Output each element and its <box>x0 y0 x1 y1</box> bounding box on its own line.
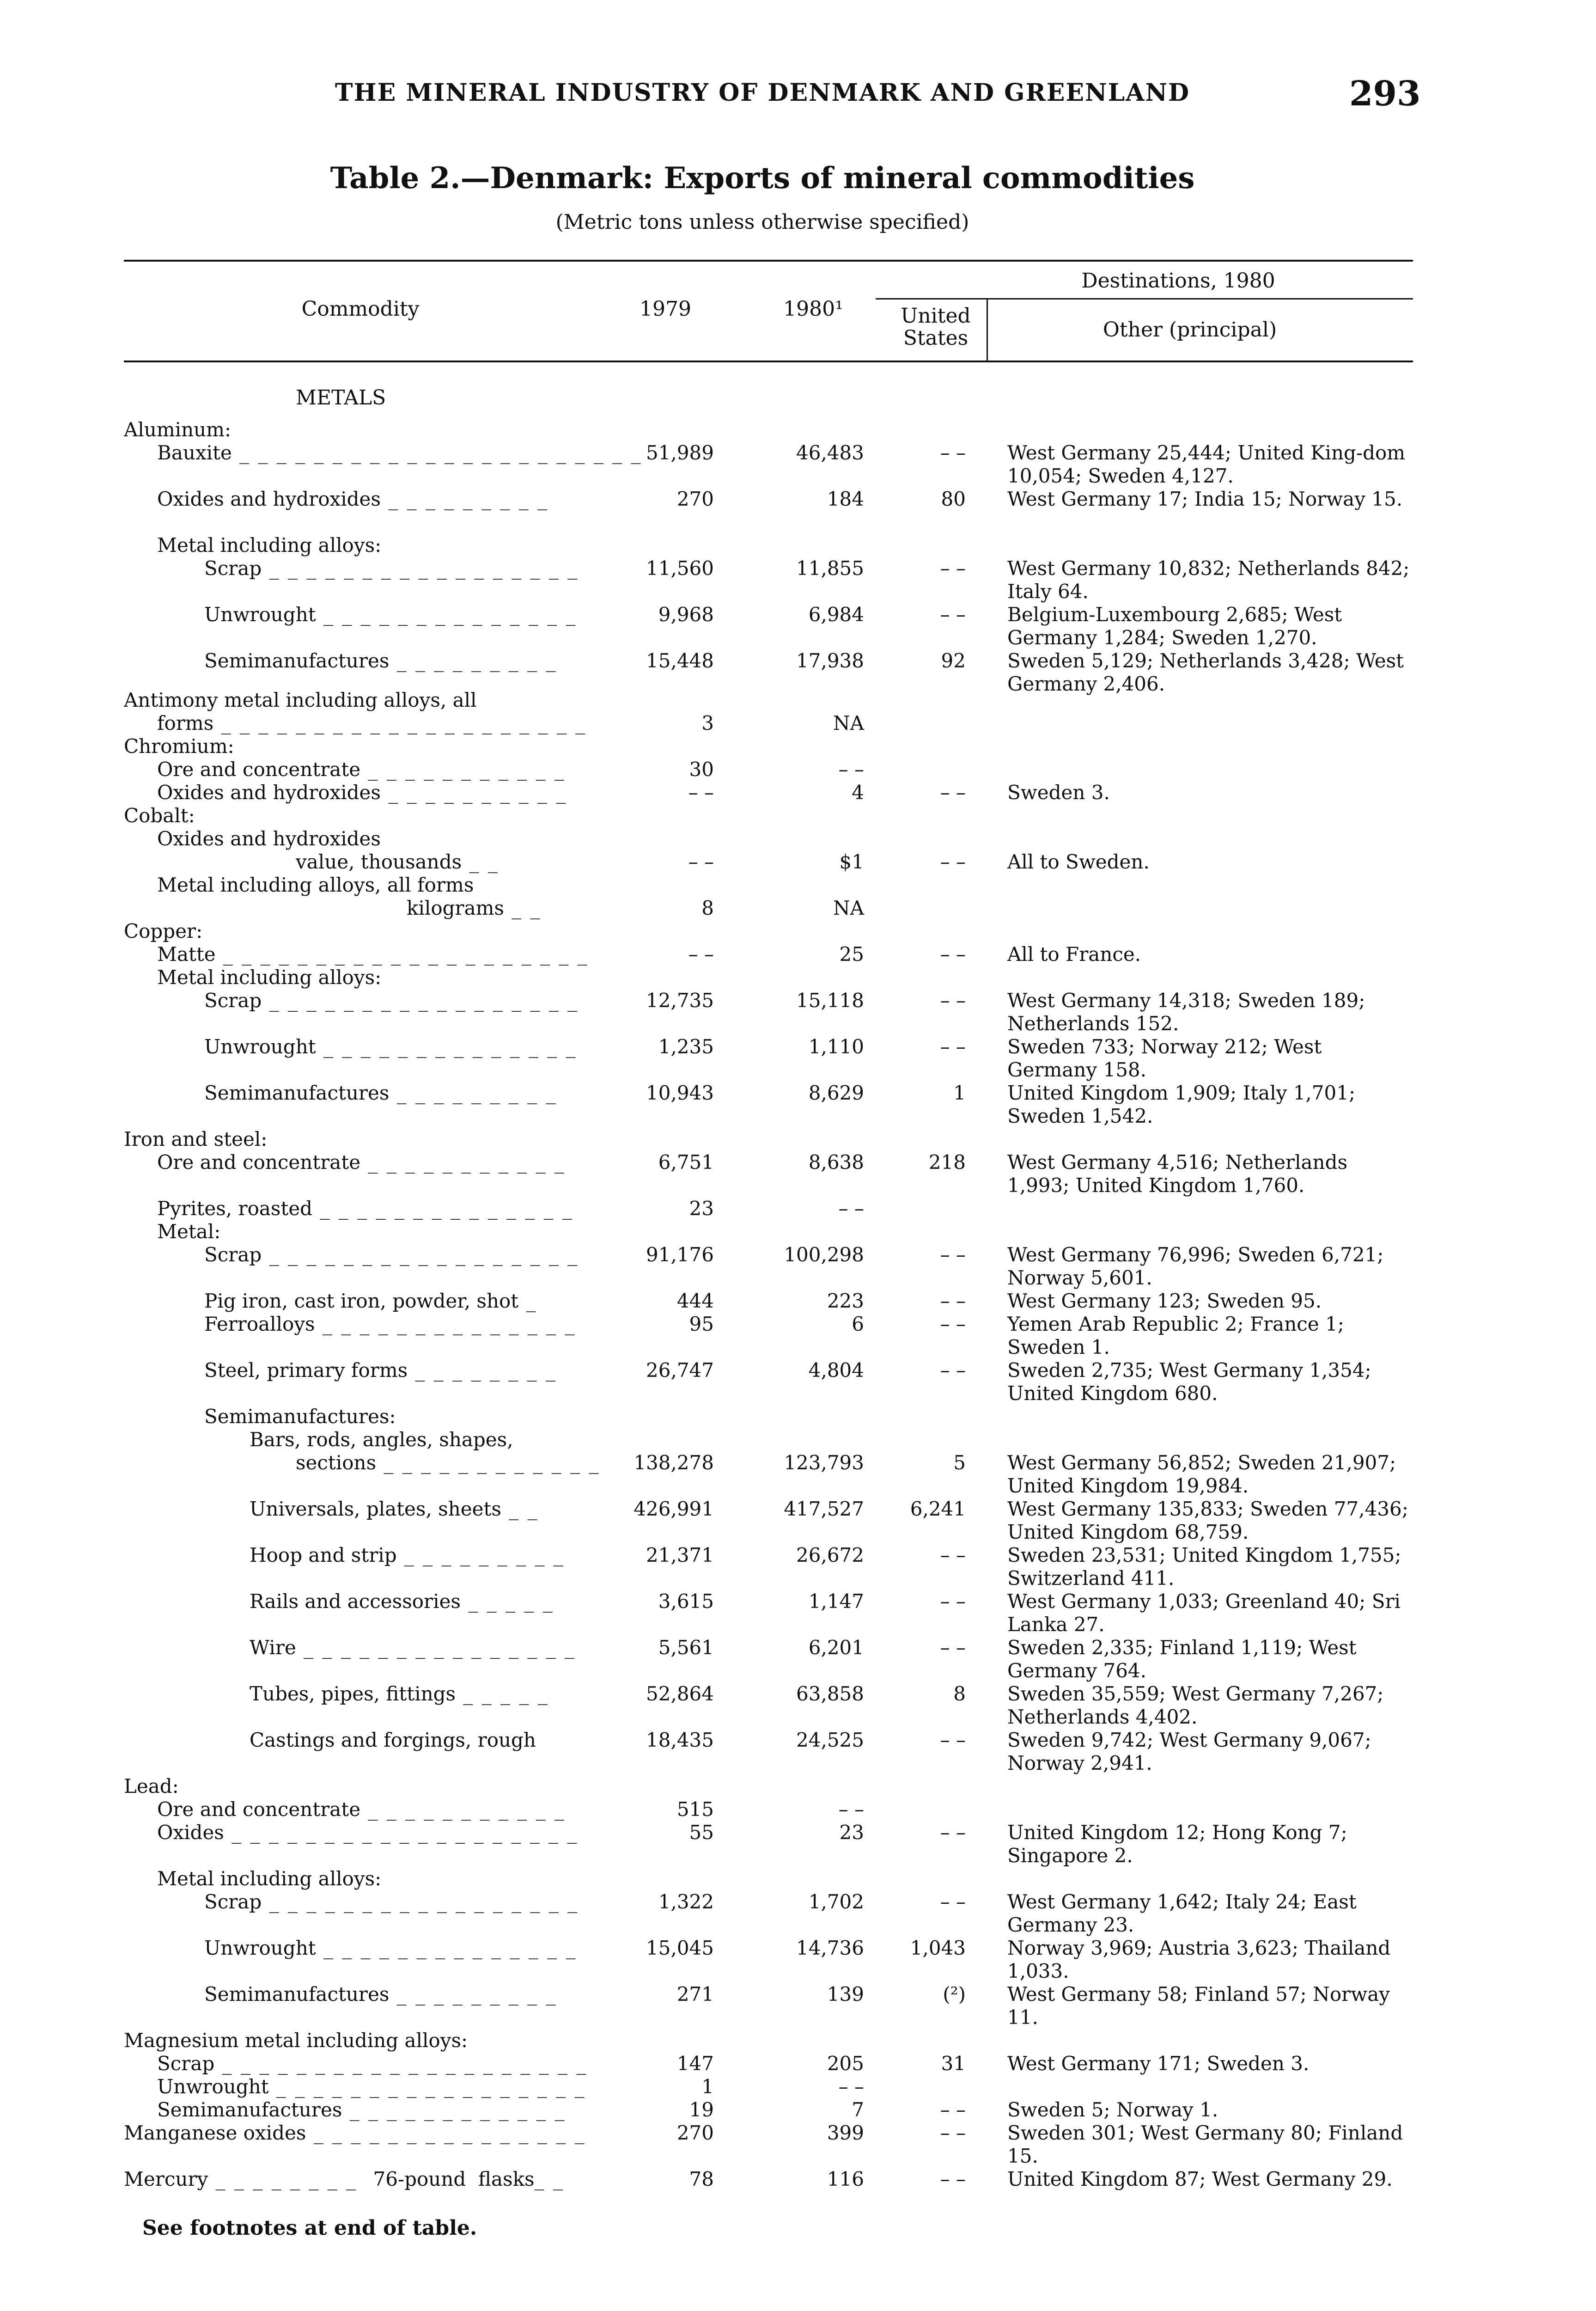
value-other-destinations: United Kingdom 87; West Germany 29. <box>1007 2168 1393 2190</box>
commodity-label <box>124 2168 572 2191</box>
value-united-states: – – <box>940 1890 966 1913</box>
commodity-label <box>204 557 586 580</box>
value-1979: 3 <box>701 712 714 734</box>
value-other-destinations: West Germany 25,444; United King-dom 10,054; Sweden 4,127. <box>1007 441 1406 487</box>
value-1980: – – <box>838 2075 864 2098</box>
value-1980: – – <box>838 758 864 781</box>
value-1979: 95 <box>689 1313 714 1335</box>
value-united-states: – – <box>940 989 966 1012</box>
value-united-states: – – <box>940 1636 966 1659</box>
commodity-text: Steel, primary forms <box>204 1359 408 1382</box>
commodity-label <box>204 1243 586 1266</box>
value-other-destinations: West Germany 76,996; Sweden 6,721; Norway 5,601. <box>1007 1243 1384 1289</box>
value-1979: 12,735 <box>646 989 714 1012</box>
value-united-states: – – <box>940 781 966 804</box>
value-united-states: – – <box>940 1035 966 1058</box>
commodity-text: Metal including alloys, all forms <box>157 874 474 896</box>
value-other-destinations: Sweden 9,742; West Germany 9,067; Norway 2,941. <box>1007 1729 1371 1774</box>
value-1980: 8,629 <box>808 1082 864 1104</box>
value-united-states: – – <box>940 441 966 464</box>
commodity-text: Matte <box>157 943 216 966</box>
commodity-label <box>157 1821 586 1844</box>
value-1980: NA <box>833 712 864 734</box>
value-1979: 138,278 <box>634 1451 714 1474</box>
value-1980: 1,702 <box>808 1890 864 1913</box>
value-1979: 1,235 <box>658 1035 714 1058</box>
leader-dots: _ _ _ _ _ _ _ _ _ _ _ _ _ _ _ _ _ <box>262 1890 586 1913</box>
value-united-states: – – <box>940 2098 966 2121</box>
commodity-text: Scrap <box>204 989 262 1012</box>
value-united-states: – – <box>940 1590 966 1613</box>
leader-dots: _ _ _ _ _ _ _ _ _ <box>380 488 556 510</box>
value-other-destinations: West Germany 10,832; Netherlands 842; Italy 64. <box>1007 557 1410 603</box>
us-column-rule <box>987 298 988 361</box>
value-1979: 52,864 <box>646 1682 714 1705</box>
value-1980: – – <box>838 1798 864 1821</box>
header-other-principal: Other (principal) <box>1103 318 1277 342</box>
value-1979: 91,176 <box>646 1243 714 1266</box>
footnote-reference: See footnotes at end of table. <box>142 2216 477 2240</box>
value-1980: 6 <box>852 1313 864 1335</box>
value-1979: 21,371 <box>646 1544 714 1566</box>
value-other-destinations: Norway 3,969; Austria 3,623; Thailand 1,033. <box>1007 1937 1391 1982</box>
value-united-states: 1 <box>953 1082 966 1104</box>
leader-dots: _ _ _ _ _ _ _ _ _ _ _ _ _ _ _ _ _ <box>262 1243 586 1266</box>
leader-dots: _ _ _ _ _ _ _ _ <box>408 1359 565 1382</box>
leader-dots: _ _ _ _ _ <box>460 1590 562 1613</box>
value-1979: 8 <box>701 897 714 919</box>
value-other-destinations: West Germany 17; India 15; Norway 15. <box>1007 488 1403 510</box>
value-united-states: – – <box>940 1729 966 1751</box>
commodity-label <box>407 897 549 920</box>
value-other-destinations: Yemen Arab Republic 2; France 1; Sweden 1. <box>1007 1313 1344 1358</box>
commodity-label <box>250 1590 561 1613</box>
commodity-label <box>204 603 585 626</box>
commodity-text: Copper: <box>124 920 203 942</box>
commodity-text: Oxides <box>157 1821 224 1844</box>
value-other-destinations: West Germany 14,318; Sweden 189; Netherlands 152. <box>1007 989 1365 1035</box>
value-other-destinations: West Germany 4,516; Netherlands 1,993; United Kingdom 1,760. <box>1007 1151 1348 1197</box>
commodity-text: Semimanufactures <box>157 2098 342 2121</box>
value-1979: 11,560 <box>646 557 714 580</box>
value-1980: 4 <box>852 781 864 804</box>
leader-dots: _ _ _ _ _ _ _ _ _ <box>389 1082 565 1104</box>
commodity-text: Oxides and hydroxides <box>157 488 381 510</box>
value-1979: 3,615 <box>658 1590 714 1613</box>
value-1980: 123,793 <box>784 1451 864 1474</box>
commodity-label <box>157 1151 573 1174</box>
commodity-text: Bars, rods, angles, shapes, <box>250 1428 513 1451</box>
value-1980: 11,855 <box>796 557 864 580</box>
value-other-destinations: United Kingdom 1,909; Italy 1,701; Sweden 1,542. <box>1007 1082 1356 1127</box>
commodity-label <box>204 1937 585 1960</box>
leader-dots: _ _ _ _ _ _ _ _ _ <box>389 649 565 672</box>
leader-dots: _ _ <box>504 897 549 919</box>
commodity-label <box>124 418 231 441</box>
commodity-text: Manganese oxides <box>124 2121 306 2144</box>
value-1980: 24,525 <box>796 1729 864 1751</box>
value-1980: 17,938 <box>796 649 864 672</box>
commodity-label <box>250 1428 513 1451</box>
leader-dots: _ _ _ _ _ _ _ _ _ _ _ _ _ _ _ _ _ <box>262 989 586 1012</box>
commodity-text: Metal including alloys: <box>157 534 382 556</box>
table-subtitle: (Metric tons unless otherwise specified) <box>555 210 969 234</box>
commodity-text: Magnesium metal including alloys: <box>124 2029 468 2052</box>
value-other-destinations: United Kingdom 12; Hong Kong 7; Singapore 2. <box>1007 1821 1347 1867</box>
section-heading-metals: METALS <box>296 386 386 410</box>
commodity-label <box>296 1451 608 1474</box>
value-other-destinations: Sweden 2,335; Finland 1,119; West Germany 764. <box>1007 1636 1357 1682</box>
value-1979: 444 <box>676 1290 714 1312</box>
leader-dots: _ _ _ _ _ <box>456 1682 557 1705</box>
leader-dots: _ _ _ _ _ _ _ _ _ _ _ <box>360 1798 573 1821</box>
value-1979: 26,747 <box>646 1359 714 1382</box>
value-other-destinations: Sweden 733; Norway 212; West Germany 158. <box>1007 1035 1322 1081</box>
commodity-label <box>204 1983 565 2006</box>
commodity-text: Tubes, pipes, fittings <box>250 1682 456 1705</box>
commodity-label <box>157 827 381 850</box>
commodity-text: value, thousands <box>296 850 462 873</box>
value-1979: – – <box>688 850 714 873</box>
header-destinations: Destinations, 1980 <box>1081 269 1275 293</box>
commodity-text: Aluminum: <box>124 418 231 441</box>
value-1979: 6,751 <box>658 1151 714 1174</box>
leader-dots: _ _ <box>462 850 507 873</box>
value-1979: 78 <box>689 2168 714 2190</box>
commodity-text: Pig iron, cast iron, powder, shot <box>204 1290 519 1312</box>
value-1979: 19 <box>689 2098 714 2121</box>
value-united-states: 8 <box>953 1682 966 1705</box>
value-united-states: – – <box>940 603 966 626</box>
commodity-text: kilograms <box>407 897 504 919</box>
value-1980: 25 <box>839 943 864 966</box>
commodity-text: Metal including alloys: <box>157 1867 382 1890</box>
commodity-text: sections <box>296 1451 377 1474</box>
commodity-label <box>157 943 596 966</box>
commodity-label <box>157 534 381 557</box>
value-1979: 147 <box>676 2052 714 2075</box>
value-1980: 184 <box>827 488 864 510</box>
leader-dots: _ _ _ _ _ _ _ _ _ _ _ _ _ _ _ _ _ <box>262 557 586 580</box>
value-1979: 30 <box>689 758 714 781</box>
leader-dots: _ _ _ _ _ _ _ _ _ _ _ _ _ _ _ <box>306 2121 593 2144</box>
leader-dots: _ _ _ _ _ _ _ _ _ _ _ <box>360 1151 573 1174</box>
commodity-label <box>204 989 586 1012</box>
value-united-states: – – <box>940 1821 966 1844</box>
commodity-text: Semimanufactures <box>204 1082 390 1104</box>
header-united-states: United States <box>901 304 971 350</box>
commodity-text: Oxides and hydroxides <box>157 781 381 804</box>
commodity-text: Bauxite <box>157 441 232 464</box>
leader-dots: _ _ _ _ _ _ _ _ _ _ _ _ _ _ _ _ _ _ _ _ <box>215 943 597 966</box>
value-other-destinations: West Germany 135,833; Sweden 77,436; United Kingdom 68,759. <box>1007 1498 1408 1543</box>
leader-dots: _ _ _ _ _ _ _ _ _ _ _ _ _ _ _ _ _ _ _ _ _ _ <box>231 441 650 464</box>
value-1979: – – <box>688 781 714 804</box>
leader-dots: _ _ <box>534 2168 572 2190</box>
commodity-text: Rails and accessories <box>250 1590 461 1613</box>
commodity-text: Ferroalloys <box>204 1313 315 1335</box>
value-1979: 18,435 <box>646 1729 714 1751</box>
value-other-destinations: West Germany 171; Sweden 3. <box>1007 2052 1310 2075</box>
value-united-states: – – <box>940 1313 966 1335</box>
value-other-destinations: Sweden 5,129; Netherlands 3,428; West Germany 2,406. <box>1007 649 1404 695</box>
commodity-label <box>204 1890 586 1914</box>
value-other-destinations: West Germany 58; Finland 57; Norway 11. <box>1007 1983 1390 2029</box>
leader-dots: _ _ _ _ _ _ _ _ _ _ _ _ _ _ <box>316 603 585 626</box>
commodity-label <box>157 1798 573 1821</box>
commodity-label <box>250 1498 546 1521</box>
commodity-text: Mercury <box>124 2168 208 2190</box>
value-1979: 10,943 <box>646 1082 714 1104</box>
commodity-text: Ore and concentrate <box>157 758 361 781</box>
value-1979: 23 <box>689 1197 714 1220</box>
commodity-label <box>157 758 573 781</box>
value-1979: 51,989 <box>646 441 714 464</box>
value-1980: 15,118 <box>796 989 864 1012</box>
value-1979: – – <box>688 943 714 966</box>
commodity-text: Unwrought <box>157 2075 269 2098</box>
value-united-states: – – <box>940 1243 966 1266</box>
value-1980: 205 <box>827 2052 864 2075</box>
page-number: 293 <box>1349 74 1421 114</box>
commodity-text: Chromium: <box>124 735 234 758</box>
value-1979: 55 <box>689 1821 714 1844</box>
value-1979: 15,045 <box>646 1937 714 1959</box>
commodity-label <box>124 804 195 827</box>
commodity-label <box>250 1729 536 1752</box>
value-united-states: 80 <box>941 488 966 510</box>
leader-dots: _ _ _ _ _ _ _ _ _ _ _ _ _ _ _ _ _ _ _ _ <box>213 712 594 734</box>
value-1980: NA <box>833 897 864 919</box>
commodity-text: Unwrought <box>204 1035 316 1058</box>
value-1980: 139 <box>827 1983 864 2005</box>
value-1980: 116 <box>827 2168 864 2190</box>
value-united-states: – – <box>940 850 966 873</box>
value-1979: 1 <box>701 2075 714 2098</box>
value-1979: 9,968 <box>658 603 714 626</box>
value-1980: 4,804 <box>808 1359 864 1382</box>
commodity-label <box>157 2098 573 2121</box>
commodity-label <box>204 1035 585 1058</box>
value-united-states: – – <box>940 2121 966 2144</box>
value-other-destinations: All to Sweden. <box>1007 850 1150 873</box>
commodity-text: Semimanufactures: <box>204 1405 396 1428</box>
value-1980: $1 <box>839 850 864 873</box>
commodity-label <box>157 488 556 511</box>
commodity-label <box>250 1636 583 1659</box>
commodity-label <box>296 850 506 874</box>
commodity-label <box>157 1197 581 1220</box>
leader-dots: _ _ _ _ _ _ _ _ _ <box>389 1983 565 2005</box>
value-other-destinations: Belgium-Luxembourg 2,685; West Germany 1,284; Sweden 1,270. <box>1007 603 1342 649</box>
header-top-rule <box>124 260 1413 262</box>
commodity-text: Unwrought <box>204 603 316 626</box>
value-other-destinations: West Germany 123; Sweden 95. <box>1007 1290 1322 1312</box>
value-1980: 100,298 <box>784 1243 864 1266</box>
value-united-states: – – <box>940 2168 966 2190</box>
value-1980: 6,984 <box>808 603 864 626</box>
commodity-label <box>157 1867 381 1890</box>
commodity-label <box>124 920 202 943</box>
commodity-label <box>124 2029 468 2052</box>
value-united-states: – – <box>940 557 966 580</box>
commodity-text: Universals, plates, sheets <box>250 1498 501 1520</box>
commodity-text: Scrap <box>204 1243 262 1266</box>
value-other-destinations: Sweden 23,531; United Kingdom 1,755; Switzerland 411. <box>1007 1544 1401 1590</box>
commodity-label <box>204 1082 565 1105</box>
leader-dots: _ _ _ _ _ _ _ _ _ _ _ <box>360 758 573 781</box>
commodity-text: Unwrought <box>204 1937 316 1959</box>
value-other-destinations: Sweden 3. <box>1007 781 1110 804</box>
value-united-states: (²) <box>943 1983 966 2005</box>
value-united-states: 5 <box>953 1451 966 1474</box>
header-bottom-rule <box>124 361 1413 362</box>
commodity-text: Metal: <box>157 1220 221 1243</box>
leader-dots: _ _ _ _ _ _ _ _ _ _ _ _ <box>342 2098 573 2121</box>
value-1980: 399 <box>827 2121 864 2144</box>
value-united-states: 1,043 <box>910 1937 966 1959</box>
leader-dots: _ _ _ _ _ _ _ _ _ _ _ _ _ _ _ _ _ _ _ _ <box>214 2052 595 2075</box>
commodity-label <box>157 1220 220 1243</box>
value-united-states: 92 <box>941 649 966 672</box>
commodity-text: Cobalt: <box>124 804 195 827</box>
header-commodity: Commodity <box>301 297 420 321</box>
commodity-text: Scrap <box>204 557 262 580</box>
commodity-label <box>157 712 594 735</box>
table-title: Table 2.—Denmark: Exports of mineral commodities <box>330 161 1195 196</box>
value-other-destinations: Sweden 2,735; West Germany 1,354; United Kingdom 680. <box>1007 1359 1371 1405</box>
value-other-destinations: West Germany 1,642; Italy 24; East Germany 23. <box>1007 1890 1357 1936</box>
commodity-text: Oxides and hydroxides <box>157 827 381 850</box>
commodity-label <box>157 966 381 989</box>
value-1979: 270 <box>676 2121 714 2144</box>
value-1980: 417,527 <box>784 1498 864 1520</box>
value-united-states: – – <box>940 1544 966 1566</box>
commodity-label <box>124 1128 267 1151</box>
value-united-states: – – <box>940 1359 966 1382</box>
commodity-text: Castings and forgings, rough <box>250 1729 536 1751</box>
value-united-states: 31 <box>941 2052 966 2075</box>
destinations-rule <box>876 298 1413 300</box>
value-other-destinations: Sweden 5; Norway 1. <box>1007 2098 1218 2121</box>
leader-dots: _ _ _ _ _ _ _ _ <box>208 2168 365 2190</box>
value-other-destinations: Sweden 35,559; West Germany 7,267; Netherlands 4,402. <box>1007 1682 1384 1728</box>
leader-dots: _ _ _ _ _ _ _ _ _ _ _ _ _ _ _ <box>296 1636 584 1659</box>
commodity-label <box>204 649 565 673</box>
header-1979: 1979 <box>640 297 691 321</box>
value-1980: 8,638 <box>808 1151 864 1174</box>
value-1979: 271 <box>676 1983 714 2005</box>
leader-dots: _ _ _ _ _ _ _ _ _ _ _ _ _ _ _ _ _ <box>268 2075 593 2098</box>
commodity-text: Iron and steel: <box>124 1128 268 1150</box>
commodity-text: Metal including alloys: <box>157 966 382 989</box>
leader-dots: _ _ _ _ _ _ _ _ _ _ _ _ _ _ <box>312 1197 581 1220</box>
value-1979: 426,991 <box>634 1498 714 1520</box>
leader-dots: _ _ _ _ _ _ _ _ _ _ _ _ _ _ <box>316 1035 585 1058</box>
commodity-text: Semimanufactures <box>204 1983 390 2005</box>
value-other-destinations: All to France. <box>1007 943 1141 966</box>
value-other-destinations: West Germany 1,033; Greenland 40; Sri Lanka 27. <box>1007 1590 1401 1636</box>
value-united-states: 6,241 <box>910 1498 966 1520</box>
value-1979: 5,561 <box>658 1636 714 1659</box>
commodity-label <box>250 1544 572 1567</box>
commodity-label <box>124 689 477 712</box>
commodity-text: Scrap <box>157 2052 215 2075</box>
leader-dots: _ <box>518 1290 545 1312</box>
value-1980: 14,736 <box>796 1937 864 1959</box>
commodity-label <box>157 2075 593 2098</box>
commodity-text: Semimanufactures <box>204 649 390 672</box>
commodity-label <box>204 1405 396 1428</box>
leader-dots: _ _ _ _ _ _ _ _ _ _ _ _ _ _ _ _ _ _ _ <box>224 1821 586 1844</box>
commodity-label <box>157 781 575 804</box>
value-1980: 1,147 <box>808 1590 864 1613</box>
commodity-text: Pyrites, roasted <box>157 1197 313 1220</box>
value-1980: 26,672 <box>796 1544 864 1566</box>
value-united-states: – – <box>940 943 966 966</box>
leader-dots: _ _ _ _ _ _ _ _ _ _ <box>380 781 575 804</box>
running-head: THE MINERAL INDUSTRY OF DENMARK AND GREENLAND <box>335 79 1190 107</box>
commodity-text: Ore and concentrate <box>157 1151 361 1174</box>
commodity-label <box>124 2121 593 2145</box>
commodity-label <box>250 1682 556 1706</box>
commodity-label <box>204 1290 545 1313</box>
leader-dots: _ _ <box>501 1498 546 1520</box>
commodity-label <box>124 735 234 758</box>
commodity-label <box>157 441 650 465</box>
value-1979: 270 <box>676 488 714 510</box>
commodity-label <box>204 1313 584 1336</box>
value-1979: 15,448 <box>646 649 714 672</box>
value-1979: 1,322 <box>658 1890 714 1913</box>
value-united-states: – – <box>940 1290 966 1312</box>
leader-dots: _ _ _ _ _ _ _ _ _ _ _ _ <box>376 1451 608 1474</box>
leader-dots: _ _ _ _ _ _ _ _ _ <box>396 1544 573 1566</box>
commodity-label <box>124 1775 179 1798</box>
commodity-text: forms <box>157 712 214 734</box>
commodity-text: Ore and concentrate <box>157 1798 361 1821</box>
value-1980: 46,483 <box>796 441 864 464</box>
commodity-text: Wire <box>250 1636 296 1659</box>
value-1980: 7 <box>852 2098 864 2121</box>
value-other-destinations: Sweden 301; West Germany 80; Finland 15. <box>1007 2121 1403 2167</box>
value-1980: – – <box>838 1197 864 1220</box>
commodity-label <box>157 874 474 897</box>
commodity-text: Lead: <box>124 1775 179 1797</box>
value-1979: 515 <box>676 1798 714 1821</box>
leader-dots: _ _ _ _ _ _ _ _ _ _ _ _ _ _ <box>315 1313 584 1335</box>
commodity-text: Scrap <box>204 1890 262 1913</box>
value-1980: 23 <box>839 1821 864 1844</box>
value-1980: 63,858 <box>796 1682 864 1705</box>
commodity-text: Hoop and strip <box>250 1544 397 1566</box>
value-united-states: 218 <box>928 1151 966 1174</box>
value-1980: 223 <box>827 1290 864 1312</box>
value-1980: 6,201 <box>808 1636 864 1659</box>
commodity-text: Antimony metal including alloys, all <box>124 689 477 711</box>
leader-dots: _ _ _ _ _ _ _ _ _ _ _ _ _ _ <box>316 1937 585 1959</box>
unit-label: 76-pound flasks <box>373 2168 535 2190</box>
commodity-label <box>157 2052 595 2075</box>
header-1980: 1980¹ <box>783 297 843 321</box>
commodity-label <box>204 1359 564 1382</box>
value-other-destinations: West Germany 56,852; Sweden 21,907; United Kingdom 19,984. <box>1007 1451 1396 1497</box>
value-1980: 1,110 <box>808 1035 864 1058</box>
